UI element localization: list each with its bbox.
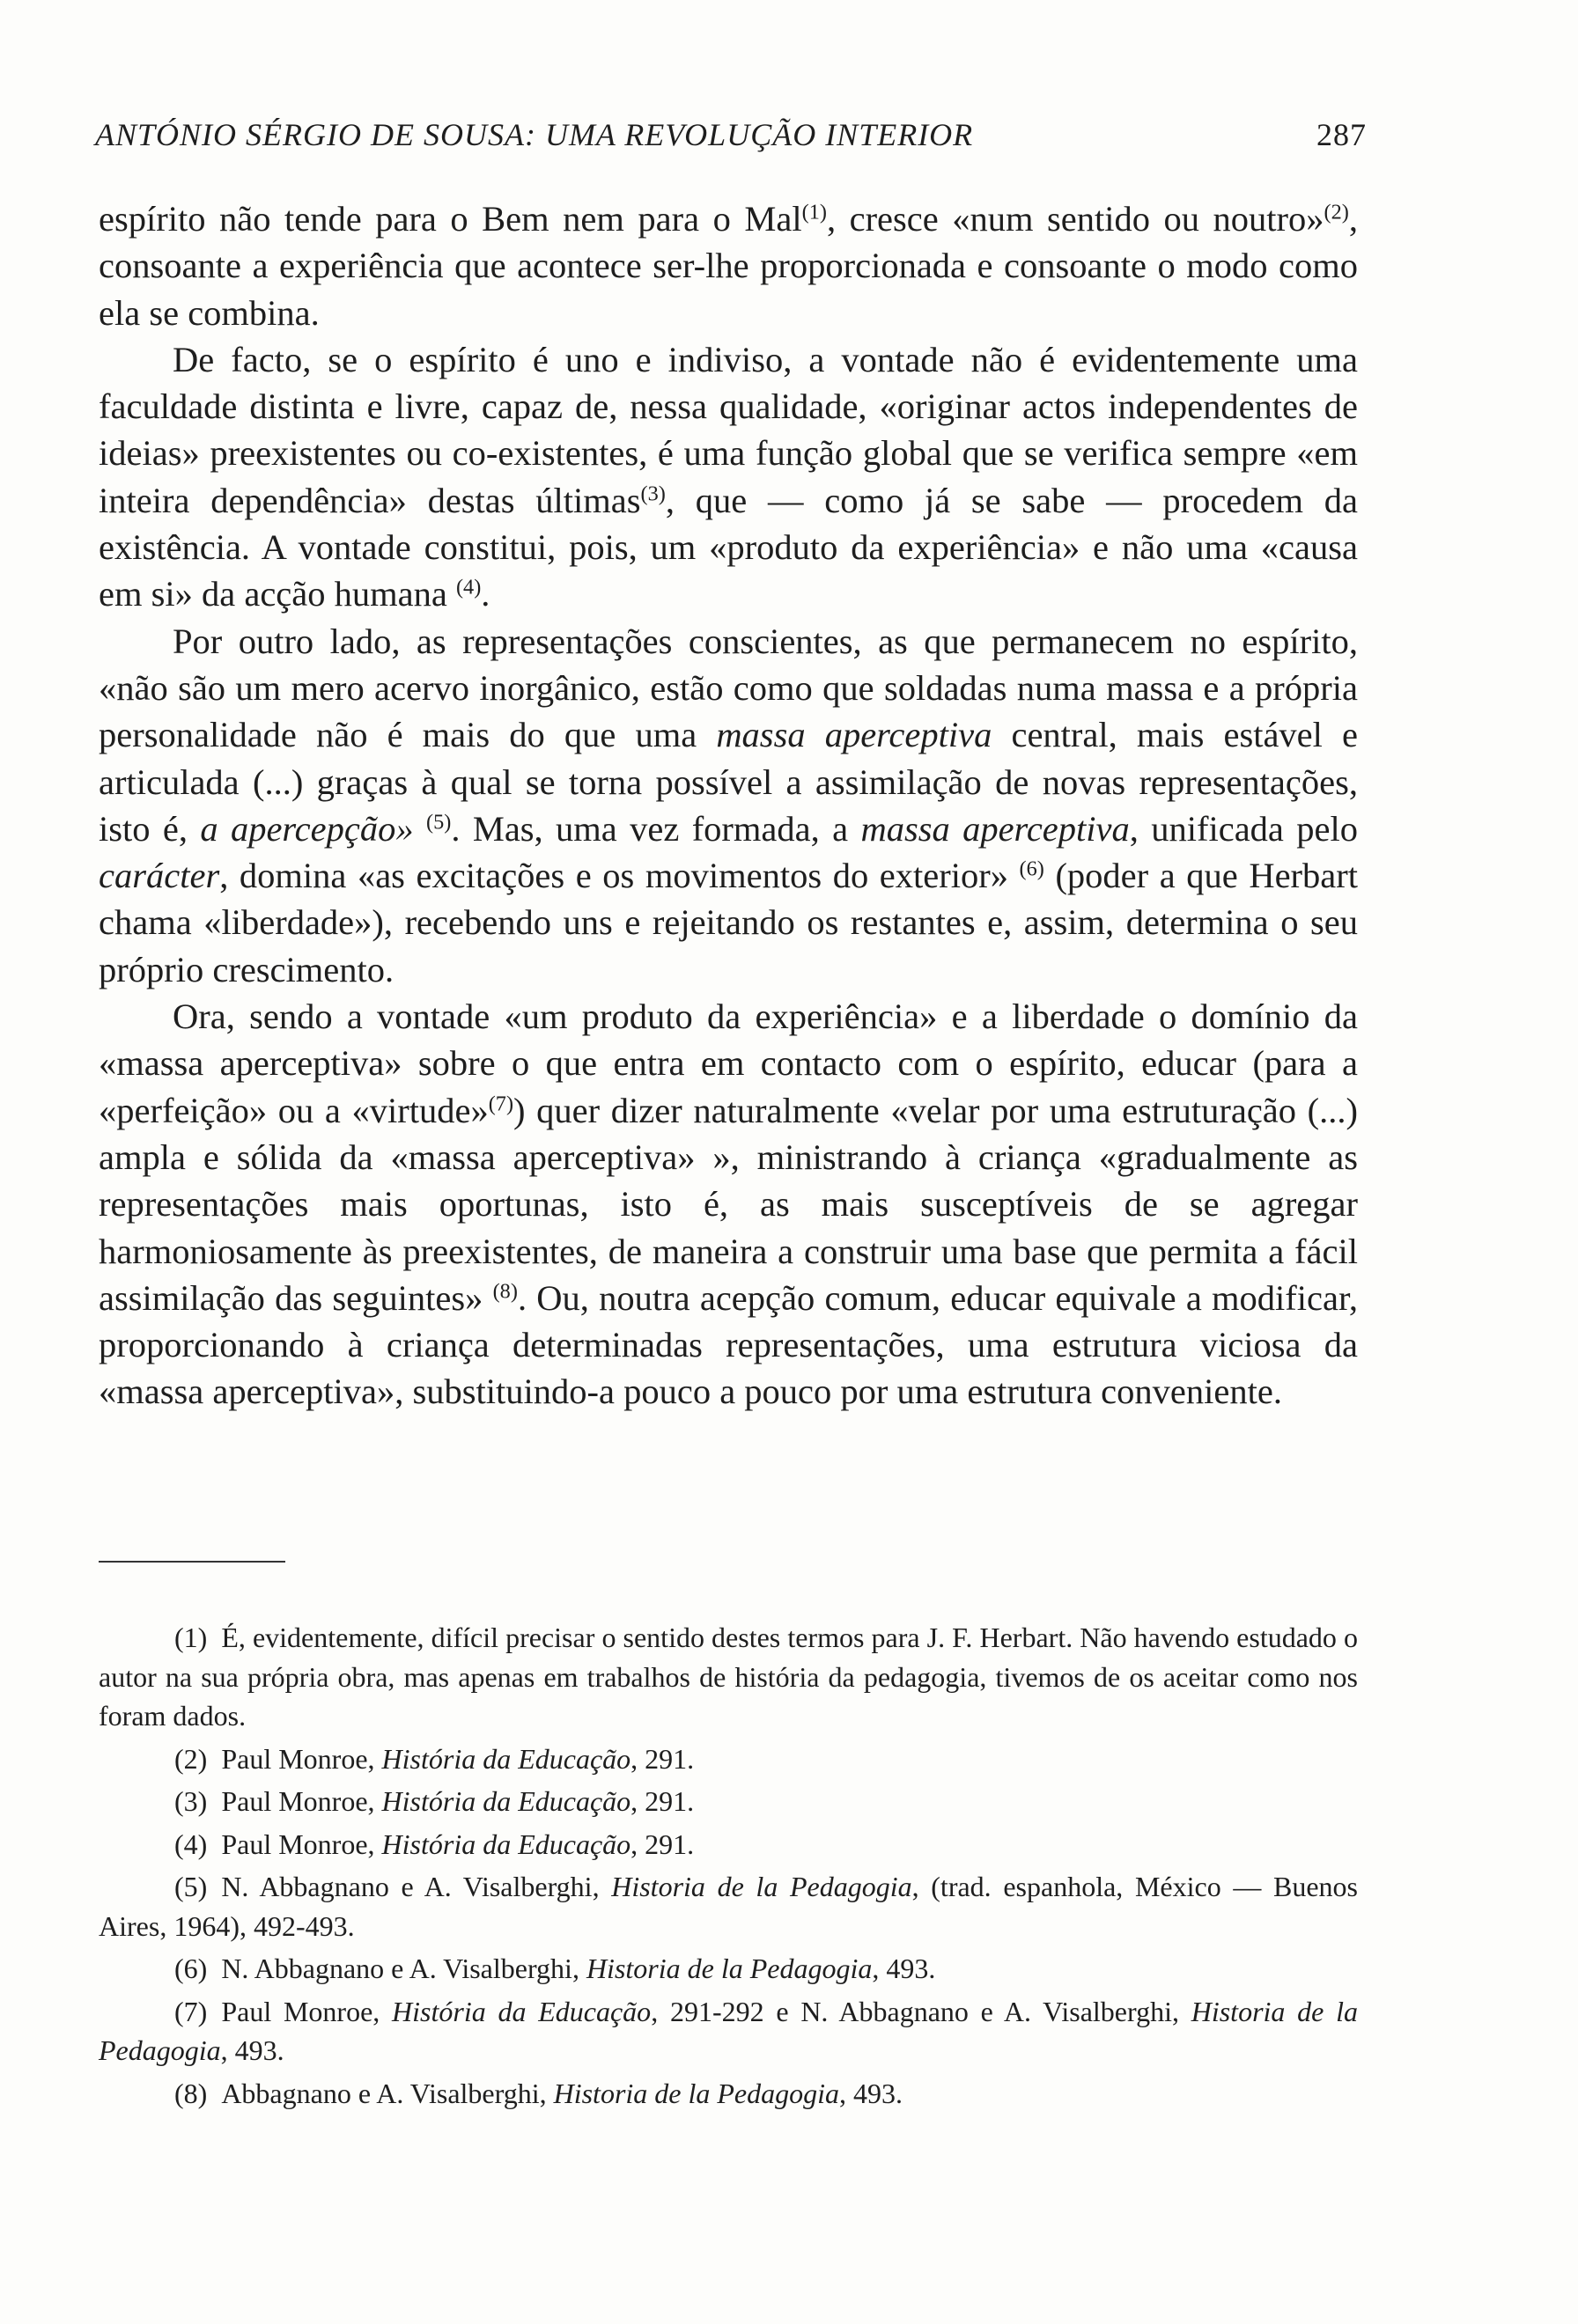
footnote-1: (1) É, evidentemente, difícil precisar o sentido destes termos para J. F. Herbart. Não havendo estudado o autor na sua própria obra, mas apenas em trabalhos de história da pedagogia, tivemos de os aceitar como nos foram dados.	[99, 1622, 1358, 1732]
footnote-3: (3) Paul Monroe, História da Educação, 291.	[174, 1785, 695, 1817]
footnote-7: (7) Paul Monroe, História da Educação, 291-292 e N. Abbagnano e A. Visalberghi, Historia de la Pedagogia, 493.	[99, 1995, 1359, 2066]
paragraph-1: espírito não tende para o Bem nem para o Mal$^{(1)}$, cresce «num sentido ou noutro»$^{(2)}$, consoante a experiência que acontece ser-lhe proporcionada e consoante o modo como ela se combina.	[99, 199, 1358, 333]
footnote-ref-1: (1)	[801, 200, 827, 224]
footnote-mark: (3)	[174, 1785, 208, 1817]
footnote-separator	[99, 1561, 285, 1563]
footnote-mark: (6)	[174, 1953, 208, 1984]
body-text	[99, 195, 1358, 1416]
footnote-ref-3: (3)	[640, 482, 666, 506]
paragraph-3: Por outro lado, as representações conscientes, as que permanecem no espírito, «não são um mero acervo inorgânico, estão como que soldadas numa massa e a própria personalidade não é mais do que uma massa aperceptiva central, mais estável e articulada (...) graças à qual se torna possível a assimilação de novas representações, isto é, a apercepção» $^{(5)}$. Mas, uma vez formada, a massa aperceptiva, unificada pelo carácter, domina «as excitações e os movimentos do exterior» $^{(6)}$ (poder a que Herbart chama «liberdade»), recebendo uns e rejeitando os restantes e, assim, determina o seu próprio crescimento.	[99, 621, 1358, 989]
footnote-2: (2) Paul Monroe, História da Educação, 291.	[174, 1742, 695, 1775]
footnote-ref-8: (8)	[492, 1279, 518, 1304]
footnote-mark: (7)	[174, 1995, 208, 2027]
running-title: ANTÓNIO SÉRGIO DE SOUSA: UMA REVOLUÇÃO INTERIOR	[95, 117, 974, 152]
footnote-ref-4: (4)	[455, 576, 482, 600]
running-head	[95, 116, 1367, 153]
footnote-mark: (4)	[174, 1828, 208, 1860]
footnote-ref-7: (7)	[488, 1092, 514, 1116]
footnote-5: (5) N. Abbagnano e A. Visalberghi, Historia de la Pedagogia, (trad. espanhola, México — Buenos Aires, 1964), 492-493.	[99, 1871, 1358, 1942]
footnote-6: (6) N. Abbagnano e A. Visalberghi, Historia de la Pedagogia, 493.	[174, 1953, 936, 1984]
footnote-8: (8) Abbagnano e A. Visalberghi, Historia de la Pedagogia, 493.	[174, 2077, 903, 2109]
footnote-mark: (5)	[174, 1871, 208, 1902]
footnote-ref-6: (6)	[1019, 857, 1044, 881]
footnote-ref-2: (2)	[1324, 200, 1349, 224]
footnote-mark: (2)	[174, 1742, 208, 1775]
paragraph-4: Ora, sendo a vontade «um produto da experiência» e a liberdade o domínio da «massa aperceptiva» sobre o que entra em contacto com o espírito, educar (para a «perfeição» ou a «virtude»$^{(7)}$) quer dizer naturalmente «velar por uma estruturação (...) ampla e sólida da «massa aperceptiva» », ministrando à criança «gradualmente as representações mais oportunas, isto é, as mais susceptíveis de se agregar harmoniosamente às preexistentes, de maneira a construir uma base que permita a fácil assimilação das seguintes» $^{(8)}$. Ou, noutra acepção comum, educar equivale a modificar, proporcionando à criança determinadas representações, uma estrutura viciosa da «massa aperceptiva», substituindo-a pouco a pouco por uma estrutura conveniente.	[99, 997, 1358, 1412]
footnote-4: (4) Paul Monroe, História da Educação, 291.	[174, 1828, 695, 1860]
paragraph-2: De facto, se o espírito é uno e indiviso, a vontade não é evidentemente uma faculdade distinta e livre, capaz de, nessa qualidade, «originar actos independentes de ideias» preexistentes ou co-existentes, é uma função global que se verifica sempre «em inteira dependência» destas últimas$^{(3)}$, que — como já se sabe — procedem da existência. A vontade constitui, pois, um «produto da experiência» e não uma «causa em si» da acção humana $^{(4)}$.	[99, 339, 1358, 614]
footnote-mark: (1)	[174, 1622, 208, 1653]
page-number: 287	[1316, 117, 1367, 152]
footnotes	[99, 1618, 1358, 2116]
footnote-mark: (8)	[174, 2077, 208, 2109]
footnote-ref-5: (5)	[425, 810, 452, 835]
